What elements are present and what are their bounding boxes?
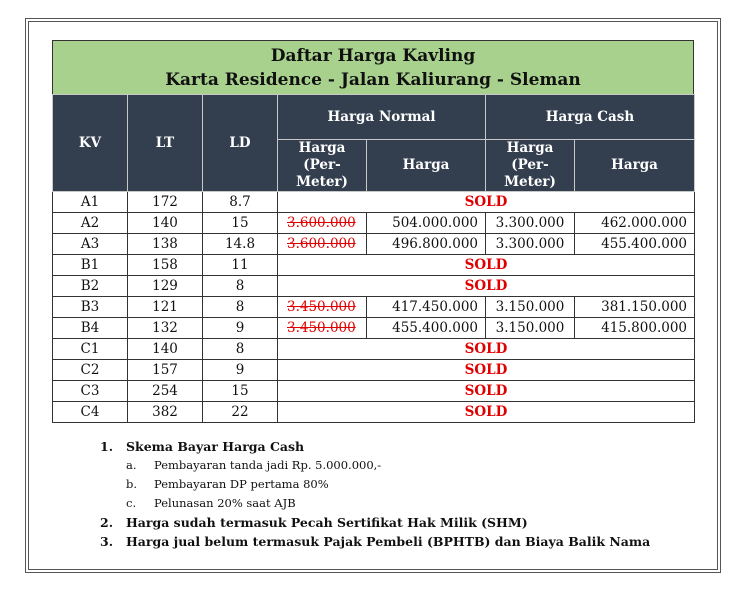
note-text: Harga sudah termasuk Pecah Sertifikat Hak Milik (SHM) [126,515,528,530]
title-line-2: Karta Residence - Jalan Kaliurang - Sleman [165,70,581,90]
header-harga-normal: Harga Normal [278,95,486,140]
cell-lt: 140 [128,213,203,234]
cell-kv: C4 [53,402,128,423]
header-per-meter-line2: (Per-Meter) [504,157,556,190]
cell-cash-per-meter: 3.300.000 [486,213,575,234]
note-text: Skema Bayar Harga Cash [126,439,305,454]
table-row [53,360,695,381]
cell-lt: 158 [128,255,203,276]
sold-badge: SOLD [278,402,695,423]
header-normal-harga: Harga [367,140,486,192]
cell-lt: 172 [128,192,203,213]
cell-kv: C1 [53,339,128,360]
cell-kv: B4 [53,318,128,339]
cell-lt: 382 [128,402,203,423]
table-row [53,381,695,402]
cell-lt: 132 [128,318,203,339]
cell-normal-harga: 417.450.000 [367,297,486,318]
cell-kv: B2 [53,276,128,297]
sub-note-item [126,456,650,475]
notes-list [100,437,650,551]
sold-badge: SOLD [278,339,695,360]
sub-note-text: Pelunasan 20% saat AJB [154,496,296,510]
note-text: Harga jual belum termasuk Pajak Pembeli (BPHTB) dan Biaya Balik Nama [126,534,651,549]
cell-lt: 157 [128,360,203,381]
cell-cash-per-meter: 3.150.000 [486,297,575,318]
cell-normal-harga: 504.000.000 [367,213,486,234]
cell-cash-per-meter: 3.300.000 [486,234,575,255]
sub-note-letter: c. [126,496,137,510]
cell-ld: 9 [203,318,278,339]
cell-kv: A3 [53,234,128,255]
cell-lt: 138 [128,234,203,255]
cell-lt: 129 [128,276,203,297]
cell-lt: 140 [128,339,203,360]
table-row [53,276,695,297]
price-table-body [53,192,695,423]
sub-note-item [126,475,650,494]
cell-kv: C3 [53,381,128,402]
cell-ld: 8 [203,297,278,318]
table-row [53,297,695,318]
cell-cash-harga: 415.800.000 [575,318,695,339]
cell-ld: 15 [203,381,278,402]
cell-lt: 121 [128,297,203,318]
cell-kv: C2 [53,360,128,381]
table-row [53,192,695,213]
cell-lt: 254 [128,381,203,402]
price-sheet [52,40,694,423]
sold-badge: SOLD [278,192,695,213]
cell-ld: 8 [203,339,278,360]
cell-normal-per-meter: 3.600.000 [278,234,367,255]
cell-cash-harga: 455.400.000 [575,234,695,255]
cell-ld: 8 [203,276,278,297]
header-kv: KV [53,95,128,192]
title-line-1: Daftar Harga Kavling [270,46,476,66]
cell-normal-harga: 455.400.000 [367,318,486,339]
sold-badge: SOLD [278,255,695,276]
cell-ld: 22 [203,402,278,423]
cell-kv: A2 [53,213,128,234]
header-harga-cash: Harga Cash [486,95,695,140]
cell-kv: B1 [53,255,128,276]
sub-note-letter: b. [126,477,138,491]
header-per-meter-line2: (Per-Meter) [296,157,348,190]
cell-cash-harga: 462.000.000 [575,213,695,234]
cell-normal-per-meter: 3.450.000 [278,318,367,339]
cell-normal-per-meter: 3.450.000 [278,297,367,318]
sub-note-text: Pembayaran tanda jadi Rp. 5.000.000,- [154,458,382,472]
header-cash-harga: Harga [575,140,695,192]
price-table [52,94,695,423]
sub-note-letter: a. [126,458,137,472]
note-item [100,513,650,532]
cell-ld: 14.8 [203,234,278,255]
table-row [53,318,695,339]
cell-ld: 15 [203,213,278,234]
note-number: 2. [100,515,114,530]
table-row [53,339,695,360]
cell-normal-harga: 496.800.000 [367,234,486,255]
sold-badge: SOLD [278,381,695,402]
cell-kv: B3 [53,297,128,318]
table-row [53,402,695,423]
cell-ld: 9 [203,360,278,381]
cell-cash-harga: 381.150.000 [575,297,695,318]
cell-normal-per-meter: 3.600.000 [278,213,367,234]
note-number: 1. [100,439,114,454]
note-number: 3. [100,534,114,549]
cell-ld: 11 [203,255,278,276]
header-cash-per-meter [486,140,575,192]
sold-badge: SOLD [278,360,695,381]
title-banner [52,40,694,94]
table-row [53,234,695,255]
sub-note-item [126,494,650,513]
cell-cash-per-meter: 3.150.000 [486,318,575,339]
cell-kv: A1 [53,192,128,213]
note-item [100,437,650,456]
sold-badge: SOLD [278,276,695,297]
table-row [53,255,695,276]
header-per-meter-line1: Harga [298,140,346,156]
header-lt: LT [128,95,203,192]
cell-ld: 8.7 [203,192,278,213]
note-item [100,532,650,551]
header-normal-per-meter [278,140,367,192]
table-row [53,213,695,234]
header-per-meter-line1: Harga [506,140,554,156]
header-ld: LD [203,95,278,192]
sub-note-text: Pembayaran DP pertama 80% [154,477,329,491]
